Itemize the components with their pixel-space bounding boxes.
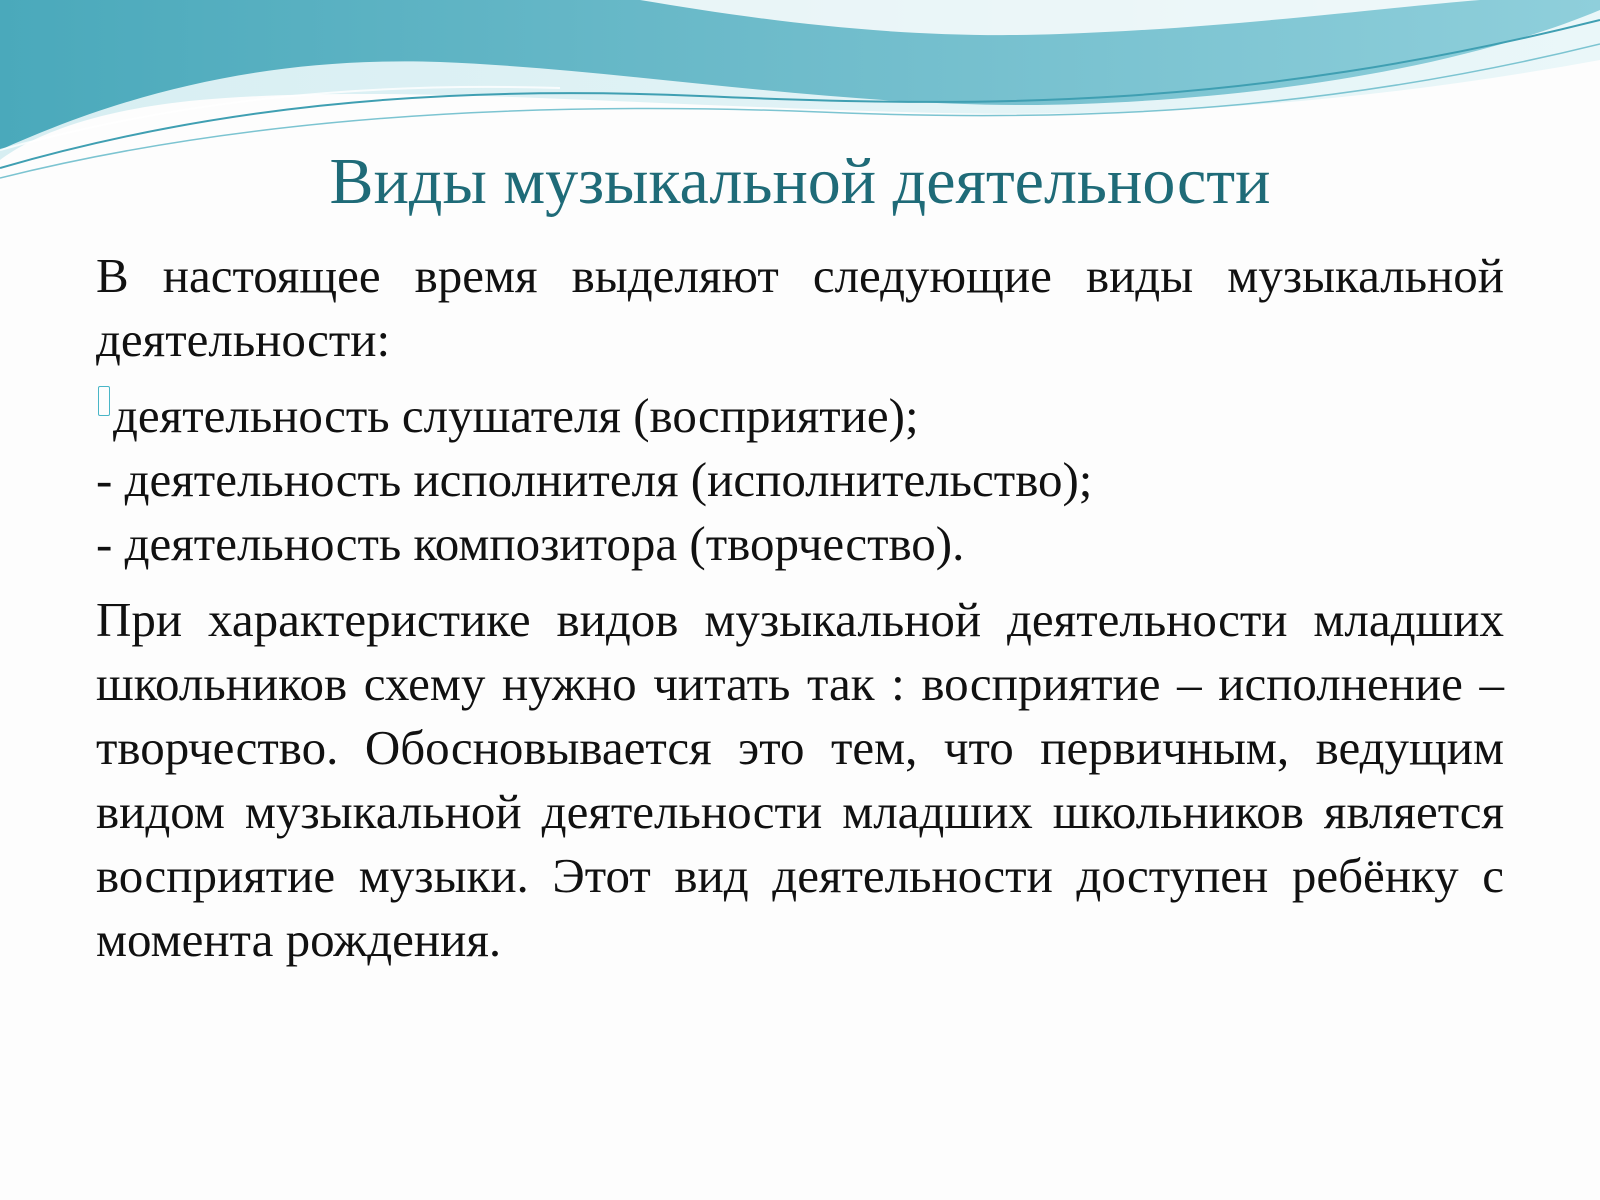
list-item xyxy=(96,512,1504,576)
list-item-text: деятельность слушателя (восприятие); xyxy=(113,388,919,443)
intro-paragraph: В настоящее время выделяют следующие виды музыкальной деятельности: xyxy=(96,248,1504,367)
list-item-text: деятельность исполнителя (исполнительство); xyxy=(124,452,1093,507)
bullet-placeholder-icon xyxy=(98,386,110,416)
list-item-marker: - xyxy=(96,452,125,507)
slide-title: Виды музыкальной деятельности xyxy=(329,145,1271,218)
list-item-text: деятельность композитора (творчество). xyxy=(124,516,965,571)
slide-body xyxy=(96,244,1504,972)
explanation-paragraph: При характеристике видов музыкальной деятельности младших школьников схему нужно читать так : восприятие – исполнение – творчество. Обосновывается это тем, что первичным, ведущим видом музыкальной деятельности младших школьников является восприятие музыки. Этот вид деятельности доступен ребёнку с момента рождения. xyxy=(96,592,1504,967)
list-item xyxy=(96,384,1504,448)
list-item-marker: - xyxy=(96,516,125,571)
activity-list xyxy=(96,384,1504,576)
list-item xyxy=(96,448,1504,512)
